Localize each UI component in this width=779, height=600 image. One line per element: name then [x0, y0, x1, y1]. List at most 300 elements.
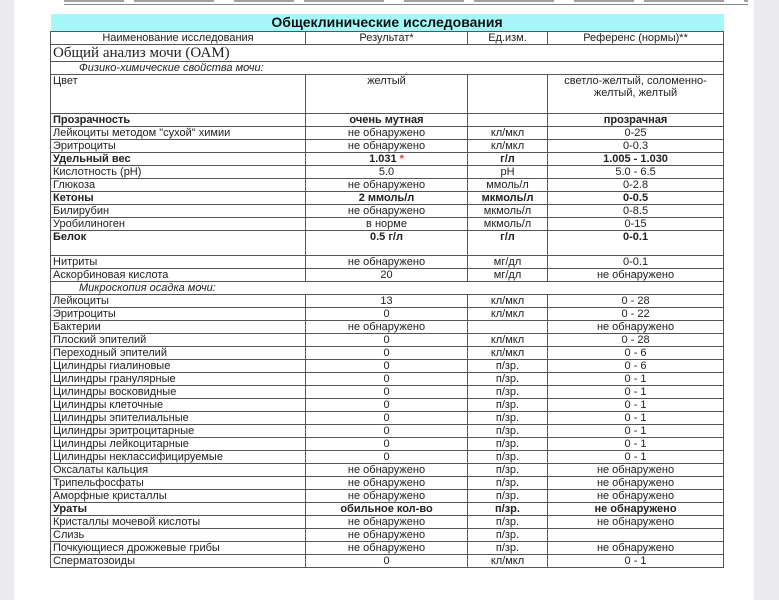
test-name: [51, 192, 306, 205]
section-title: Общеклинические исследования: [51, 14, 724, 32]
test-result: [306, 114, 468, 127]
test-reference: [548, 347, 724, 360]
test-result: [306, 256, 468, 269]
test-name: [51, 360, 306, 373]
test-name: [51, 438, 306, 451]
test-name-text: Кислотность (рН): [53, 166, 142, 178]
test-name-text: Кетоны: [53, 192, 94, 204]
test-result-text: не обнаружено: [347, 321, 426, 333]
test-name: [51, 140, 306, 153]
test-result-text: 0: [383, 308, 390, 320]
test-reference-text: 0 - 1: [624, 555, 647, 567]
test-unit: [468, 166, 548, 179]
test-result-text: не обнаружено: [347, 542, 426, 554]
test-unit: [468, 218, 548, 231]
test-result: [306, 347, 468, 360]
table-row: [51, 360, 724, 373]
table-row: [51, 516, 724, 529]
test-result-text: очень мутная: [349, 114, 424, 126]
test-result: [306, 542, 468, 555]
test-reference: [548, 334, 724, 347]
test-unit: [468, 192, 548, 205]
test-name-text: Лейкоциты методом "сухой" химии: [53, 127, 231, 139]
test-unit: [468, 425, 548, 438]
test-reference: [548, 295, 724, 308]
table-row: [51, 490, 724, 503]
test-reference: [548, 360, 724, 373]
test-name-text: Трипельфосфаты: [53, 477, 144, 489]
test-reference: [548, 153, 724, 166]
test-name: [51, 205, 306, 218]
test-result-text: 0: [383, 347, 390, 359]
test-reference-text: 0 - 28: [621, 334, 650, 346]
test-reference-text: 0-15: [624, 218, 647, 230]
table-row: [51, 386, 724, 399]
test-name: [51, 529, 306, 542]
test-reference-text: 0-2.8: [622, 179, 649, 191]
column-headers: [51, 32, 724, 45]
test-reference: [548, 477, 724, 490]
test-reference-text: 0-0.1: [622, 231, 649, 243]
test-unit-text: мкмоль/л: [481, 192, 534, 204]
test-reference: [548, 231, 724, 256]
table-row: [51, 425, 724, 438]
test-unit-text: п/зр.: [495, 516, 520, 528]
test-result: [306, 334, 468, 347]
test-reference-text: 0 - 1: [624, 425, 647, 437]
test-reference-text: 0 - 28: [621, 295, 650, 307]
subsection-microscopy: Микроскопия осадка мочи:: [51, 282, 724, 295]
test-name: [51, 308, 306, 321]
test-reference: [548, 412, 724, 425]
test-name-text: Оксалаты кальция: [53, 464, 149, 476]
table-row: [51, 256, 724, 269]
test-unit-text: п/зр.: [495, 451, 520, 463]
test-result-text: 13: [380, 295, 393, 307]
table-row: [51, 295, 724, 308]
test-result: [306, 412, 468, 425]
test-unit: [468, 490, 548, 503]
test-name: [51, 490, 306, 503]
test-result: [306, 425, 468, 438]
test-unit-text: мг/дл: [493, 256, 522, 268]
test-unit: [468, 140, 548, 153]
table-row: [51, 218, 724, 231]
test-result: [306, 373, 468, 386]
test-reference: [548, 114, 724, 127]
test-reference-text: не обнаружено: [596, 542, 675, 554]
test-result-text: не обнаружено: [347, 490, 426, 502]
test-unit: [468, 231, 548, 256]
table-row: [51, 555, 724, 568]
test-reference-text: 0 - 6: [624, 360, 647, 372]
test-reference: [548, 269, 724, 282]
test-unit-text: кл/мкл: [490, 140, 525, 152]
table-row: [51, 477, 724, 490]
test-result: [306, 308, 468, 321]
table-row: [51, 529, 724, 542]
test-reference: [548, 438, 724, 451]
test-unit: [468, 321, 548, 334]
test-reference: [548, 205, 724, 218]
test-name: [51, 334, 306, 347]
test-unit: [468, 477, 548, 490]
table-row: [51, 166, 724, 179]
test-name-text: Бактерии: [53, 321, 101, 333]
test-reference-text: 0-0.5: [622, 192, 649, 204]
test-name: [51, 542, 306, 555]
test-reference-text: 0 - 1: [624, 399, 647, 411]
test-name-text: Цвет: [53, 75, 78, 87]
test-unit-text: п/зр.: [495, 490, 520, 502]
test-unit-text: п/зр.: [495, 425, 520, 437]
test-reference: [548, 140, 724, 153]
table-row: [51, 503, 724, 516]
test-result-text: 0: [383, 438, 390, 450]
test-result: [306, 140, 468, 153]
test-name-text: Нитриты: [53, 256, 98, 268]
test-name: [51, 321, 306, 334]
test-name: [51, 425, 306, 438]
test-unit: [468, 334, 548, 347]
test-name-text: Удельный вес: [53, 153, 131, 165]
test-unit-text: мг/дл: [493, 269, 522, 281]
test-name-text: Цилиндры клеточные: [53, 399, 164, 411]
table-row: [51, 179, 724, 192]
test-unit: [468, 555, 548, 568]
column-header-reference: Референс (нормы)**: [548, 32, 724, 45]
test-unit-text: п/зр.: [495, 477, 520, 489]
test-name: [51, 373, 306, 386]
test-result-text: не обнаружено: [347, 529, 426, 541]
test-result-text: 0: [383, 373, 390, 385]
column-header-result: Результат*: [306, 32, 468, 45]
test-name: [51, 347, 306, 360]
test-unit: [468, 295, 548, 308]
test-reference: [548, 179, 724, 192]
test-reference-text: 0 - 1: [624, 412, 647, 424]
test-unit-text: п/зр.: [495, 464, 520, 476]
test-name-text: Сперматозоиды: [53, 555, 135, 567]
test-result: [306, 516, 468, 529]
test-reference: [548, 503, 724, 516]
test-result-text: 0: [383, 334, 390, 346]
test-reference: [548, 386, 724, 399]
test-name: [51, 412, 306, 425]
column-header-unit: Ед.изм.: [468, 32, 548, 45]
test-reference-text: 5.0 - 6.5: [615, 166, 656, 178]
table-row: [51, 140, 724, 153]
test-result-text: в норме: [366, 218, 407, 230]
table-row: [51, 127, 724, 140]
test-name-text: Кристаллы мочевой кислоты: [53, 516, 201, 528]
test-name: [51, 399, 306, 412]
test-name: [51, 464, 306, 477]
test-reference-text: 0 - 1: [624, 373, 647, 385]
test-unit-text: п/зр.: [495, 529, 520, 541]
test-reference-text: 0-0.3: [622, 140, 649, 152]
test-unit-text: г/л: [500, 231, 515, 243]
table-row: [51, 153, 724, 166]
test-unit-text: кл/мкл: [490, 308, 525, 320]
table-row: [51, 321, 724, 334]
test-name: [51, 179, 306, 192]
test-reference-text: 0 - 1: [624, 438, 647, 450]
test-unit-text: кл/мкл: [490, 334, 525, 346]
cut-off-header-line: [64, 0, 748, 5]
test-unit-text: п/зр.: [495, 373, 520, 385]
test-name: [51, 451, 306, 464]
subsection-physchem: Физико-химические свойства мочи:: [51, 62, 724, 75]
test-result: [306, 503, 468, 516]
test-reference: [548, 516, 724, 529]
test-unit: [468, 75, 548, 114]
test-reference-text: 0-8.5: [622, 205, 649, 217]
test-name-text: Глюкоза: [53, 179, 96, 191]
test-unit: [468, 373, 548, 386]
test-unit: [468, 179, 548, 192]
analysis-title: Общий анализ мочи (ОАМ): [51, 45, 724, 62]
test-reference-text: светло-желтый, соломенно-желтый, желтый: [564, 75, 707, 99]
table-row: [51, 75, 724, 114]
test-name-text: Лейкоциты: [53, 295, 109, 307]
test-unit: [468, 464, 548, 477]
table-row: [51, 192, 724, 205]
test-name-text: Уробилиноген: [53, 218, 125, 230]
test-unit: [468, 542, 548, 555]
table-row: [51, 231, 724, 256]
test-result: [306, 464, 468, 477]
table-row: [51, 399, 724, 412]
document-page: [14, 0, 754, 600]
test-name: [51, 386, 306, 399]
test-result-text: 0: [383, 555, 390, 567]
test-result-text: не обнаружено: [347, 140, 426, 152]
test-name-text: Прозрачность: [53, 114, 131, 126]
abnormal-flag-icon: *: [399, 153, 404, 165]
test-reference-text: не обнаружено: [596, 269, 675, 281]
test-result: [306, 75, 468, 114]
test-reference-text: 0 - 6: [624, 347, 647, 359]
test-name-text: Цилиндры эритроцитарные: [53, 425, 195, 437]
test-unit-text: п/зр.: [495, 360, 520, 372]
test-unit-text: п/зр.: [495, 542, 520, 554]
test-name: [51, 127, 306, 140]
test-name: [51, 477, 306, 490]
table-row: [51, 269, 724, 282]
test-name: [51, 555, 306, 568]
test-reference: [548, 192, 724, 205]
test-result-text: 2 ммоль/л: [358, 192, 415, 204]
test-unit: [468, 153, 548, 166]
test-result-text: 0: [383, 451, 390, 463]
test-reference: [548, 399, 724, 412]
test-name-text: Билирубин: [53, 205, 110, 217]
test-unit-text: п/зр.: [495, 503, 520, 515]
test-result-text: 0: [383, 425, 390, 437]
test-result: [306, 153, 468, 166]
table-row: [51, 205, 724, 218]
test-unit-text: pH: [500, 166, 515, 178]
test-reference-text: не обнаружено: [596, 477, 675, 489]
test-result-text: 20: [380, 269, 393, 281]
test-result: [306, 386, 468, 399]
test-unit-text: кл/мкл: [490, 347, 525, 359]
test-name: [51, 153, 306, 166]
test-name: [51, 166, 306, 179]
test-name-text: Переходный эпителий: [53, 347, 167, 359]
test-name: [51, 114, 306, 127]
test-name: [51, 75, 306, 114]
test-name-text: Цилиндры эпителиальные: [53, 412, 189, 424]
test-result: [306, 399, 468, 412]
table-row: [51, 347, 724, 360]
test-reference: [548, 425, 724, 438]
test-result: [306, 555, 468, 568]
test-reference: [548, 555, 724, 568]
test-reference-text: 0 - 1: [624, 451, 647, 463]
test-result-text: 0.5 г/л: [370, 231, 403, 243]
test-result-text: не обнаружено: [347, 516, 426, 528]
test-reference: [548, 256, 724, 269]
test-unit: [468, 269, 548, 282]
test-unit: [468, 451, 548, 464]
test-reference: [548, 464, 724, 477]
test-reference-text: не обнаружено: [596, 516, 675, 528]
test-name-text: Цилиндры восковидные: [53, 386, 177, 398]
test-unit: [468, 360, 548, 373]
test-result: [306, 192, 468, 205]
test-result: [306, 438, 468, 451]
test-unit: [468, 399, 548, 412]
test-unit-text: п/зр.: [495, 412, 520, 424]
test-reference: [548, 218, 724, 231]
test-result-text: 5.0: [378, 166, 395, 178]
test-unit-text: п/зр.: [495, 399, 520, 411]
test-reference-text: 0-25: [624, 127, 647, 139]
test-result: [306, 295, 468, 308]
test-result: [306, 231, 468, 256]
test-name-text: Цилиндры лейкоцитарные: [53, 438, 189, 450]
test-name-text: Почкующиеся дрожжевые грибы: [53, 542, 220, 554]
test-result: [306, 490, 468, 503]
test-result: [306, 529, 468, 542]
test-reference: [548, 490, 724, 503]
test-result-text: не обнаружено: [347, 256, 426, 268]
test-name-text: Слизь: [53, 529, 85, 541]
table-row: [51, 308, 724, 321]
test-unit: [468, 503, 548, 516]
test-result-text: не обнаружено: [347, 477, 426, 489]
test-unit-text: кл/мкл: [490, 127, 525, 139]
table-row: [51, 373, 724, 386]
table-row: [51, 464, 724, 477]
test-reference-text: 0-0.1: [622, 256, 649, 268]
test-result: [306, 179, 468, 192]
test-unit-text: кл/мкл: [490, 555, 525, 567]
test-result: [306, 269, 468, 282]
test-name: [51, 269, 306, 282]
test-name: [51, 218, 306, 231]
test-name-text: Аскорбиновая кислота: [53, 269, 169, 281]
test-result-text: не обнаружено: [347, 205, 426, 217]
test-result-text: 0: [383, 412, 390, 424]
test-reference-text: не обнаружено: [594, 503, 677, 515]
test-unit: [468, 386, 548, 399]
test-name: [51, 516, 306, 529]
test-reference-text: прозрачная: [603, 114, 668, 126]
test-reference: [548, 321, 724, 334]
test-result-text: не обнаружено: [347, 127, 426, 139]
test-reference: [548, 373, 724, 386]
test-result-text: не обнаружено: [347, 464, 426, 476]
test-result: [306, 451, 468, 464]
table-row: [51, 451, 724, 464]
test-unit-text: кл/мкл: [490, 295, 525, 307]
test-result: [306, 218, 468, 231]
test-unit: [468, 205, 548, 218]
test-name-text: Цилиндры гранулярные: [53, 373, 176, 385]
test-unit: [468, 256, 548, 269]
test-unit: [468, 347, 548, 360]
test-unit-text: г/л: [500, 153, 515, 165]
test-unit-text: мкмоль/л: [483, 218, 532, 230]
test-reference-text: не обнаружено: [596, 464, 675, 476]
test-result: [306, 205, 468, 218]
test-name: [51, 295, 306, 308]
test-name-text: Цилиндры неклассифицируемые: [53, 451, 223, 463]
test-name-text: Аморфные кристаллы: [53, 490, 167, 502]
test-result-text: желтый: [367, 75, 406, 87]
column-header-name: Наименование исследования: [51, 32, 306, 45]
test-name: [51, 503, 306, 516]
test-result: [306, 321, 468, 334]
test-unit: [468, 308, 548, 321]
test-result: [306, 166, 468, 179]
test-reference: [548, 529, 724, 542]
test-result-text: 1.031: [369, 153, 397, 165]
test-reference-text: 1.005 - 1.030: [603, 153, 668, 165]
table-row: [51, 542, 724, 555]
test-reference: [548, 308, 724, 321]
test-result: [306, 127, 468, 140]
table-row: [51, 438, 724, 451]
table-row: [51, 412, 724, 425]
test-reference: [548, 75, 724, 114]
test-reference-text: 0 - 22: [621, 308, 650, 320]
results-table: [50, 14, 724, 568]
test-name-text: Эритроциты: [53, 308, 116, 320]
test-result-text: 0: [383, 399, 390, 411]
test-unit-text: п/зр.: [495, 438, 520, 450]
test-result: [306, 360, 468, 373]
test-unit-text: ммоль/л: [486, 179, 529, 191]
test-unit: [468, 114, 548, 127]
test-name-text: Цилиндры гиалиновые: [53, 360, 171, 372]
test-result-text: 0: [383, 360, 390, 372]
test-reference-text: не обнаружено: [596, 321, 675, 333]
test-name-text: Эритроциты: [53, 140, 116, 152]
test-reference: [548, 542, 724, 555]
test-result-text: не обнаружено: [347, 179, 426, 191]
test-unit-text: п/зр.: [495, 386, 520, 398]
test-result-text: обильное кол-во: [340, 503, 433, 515]
test-result-text: 0: [383, 386, 390, 398]
test-unit: [468, 127, 548, 140]
test-unit: [468, 438, 548, 451]
test-unit: [468, 529, 548, 542]
test-unit: [468, 516, 548, 529]
